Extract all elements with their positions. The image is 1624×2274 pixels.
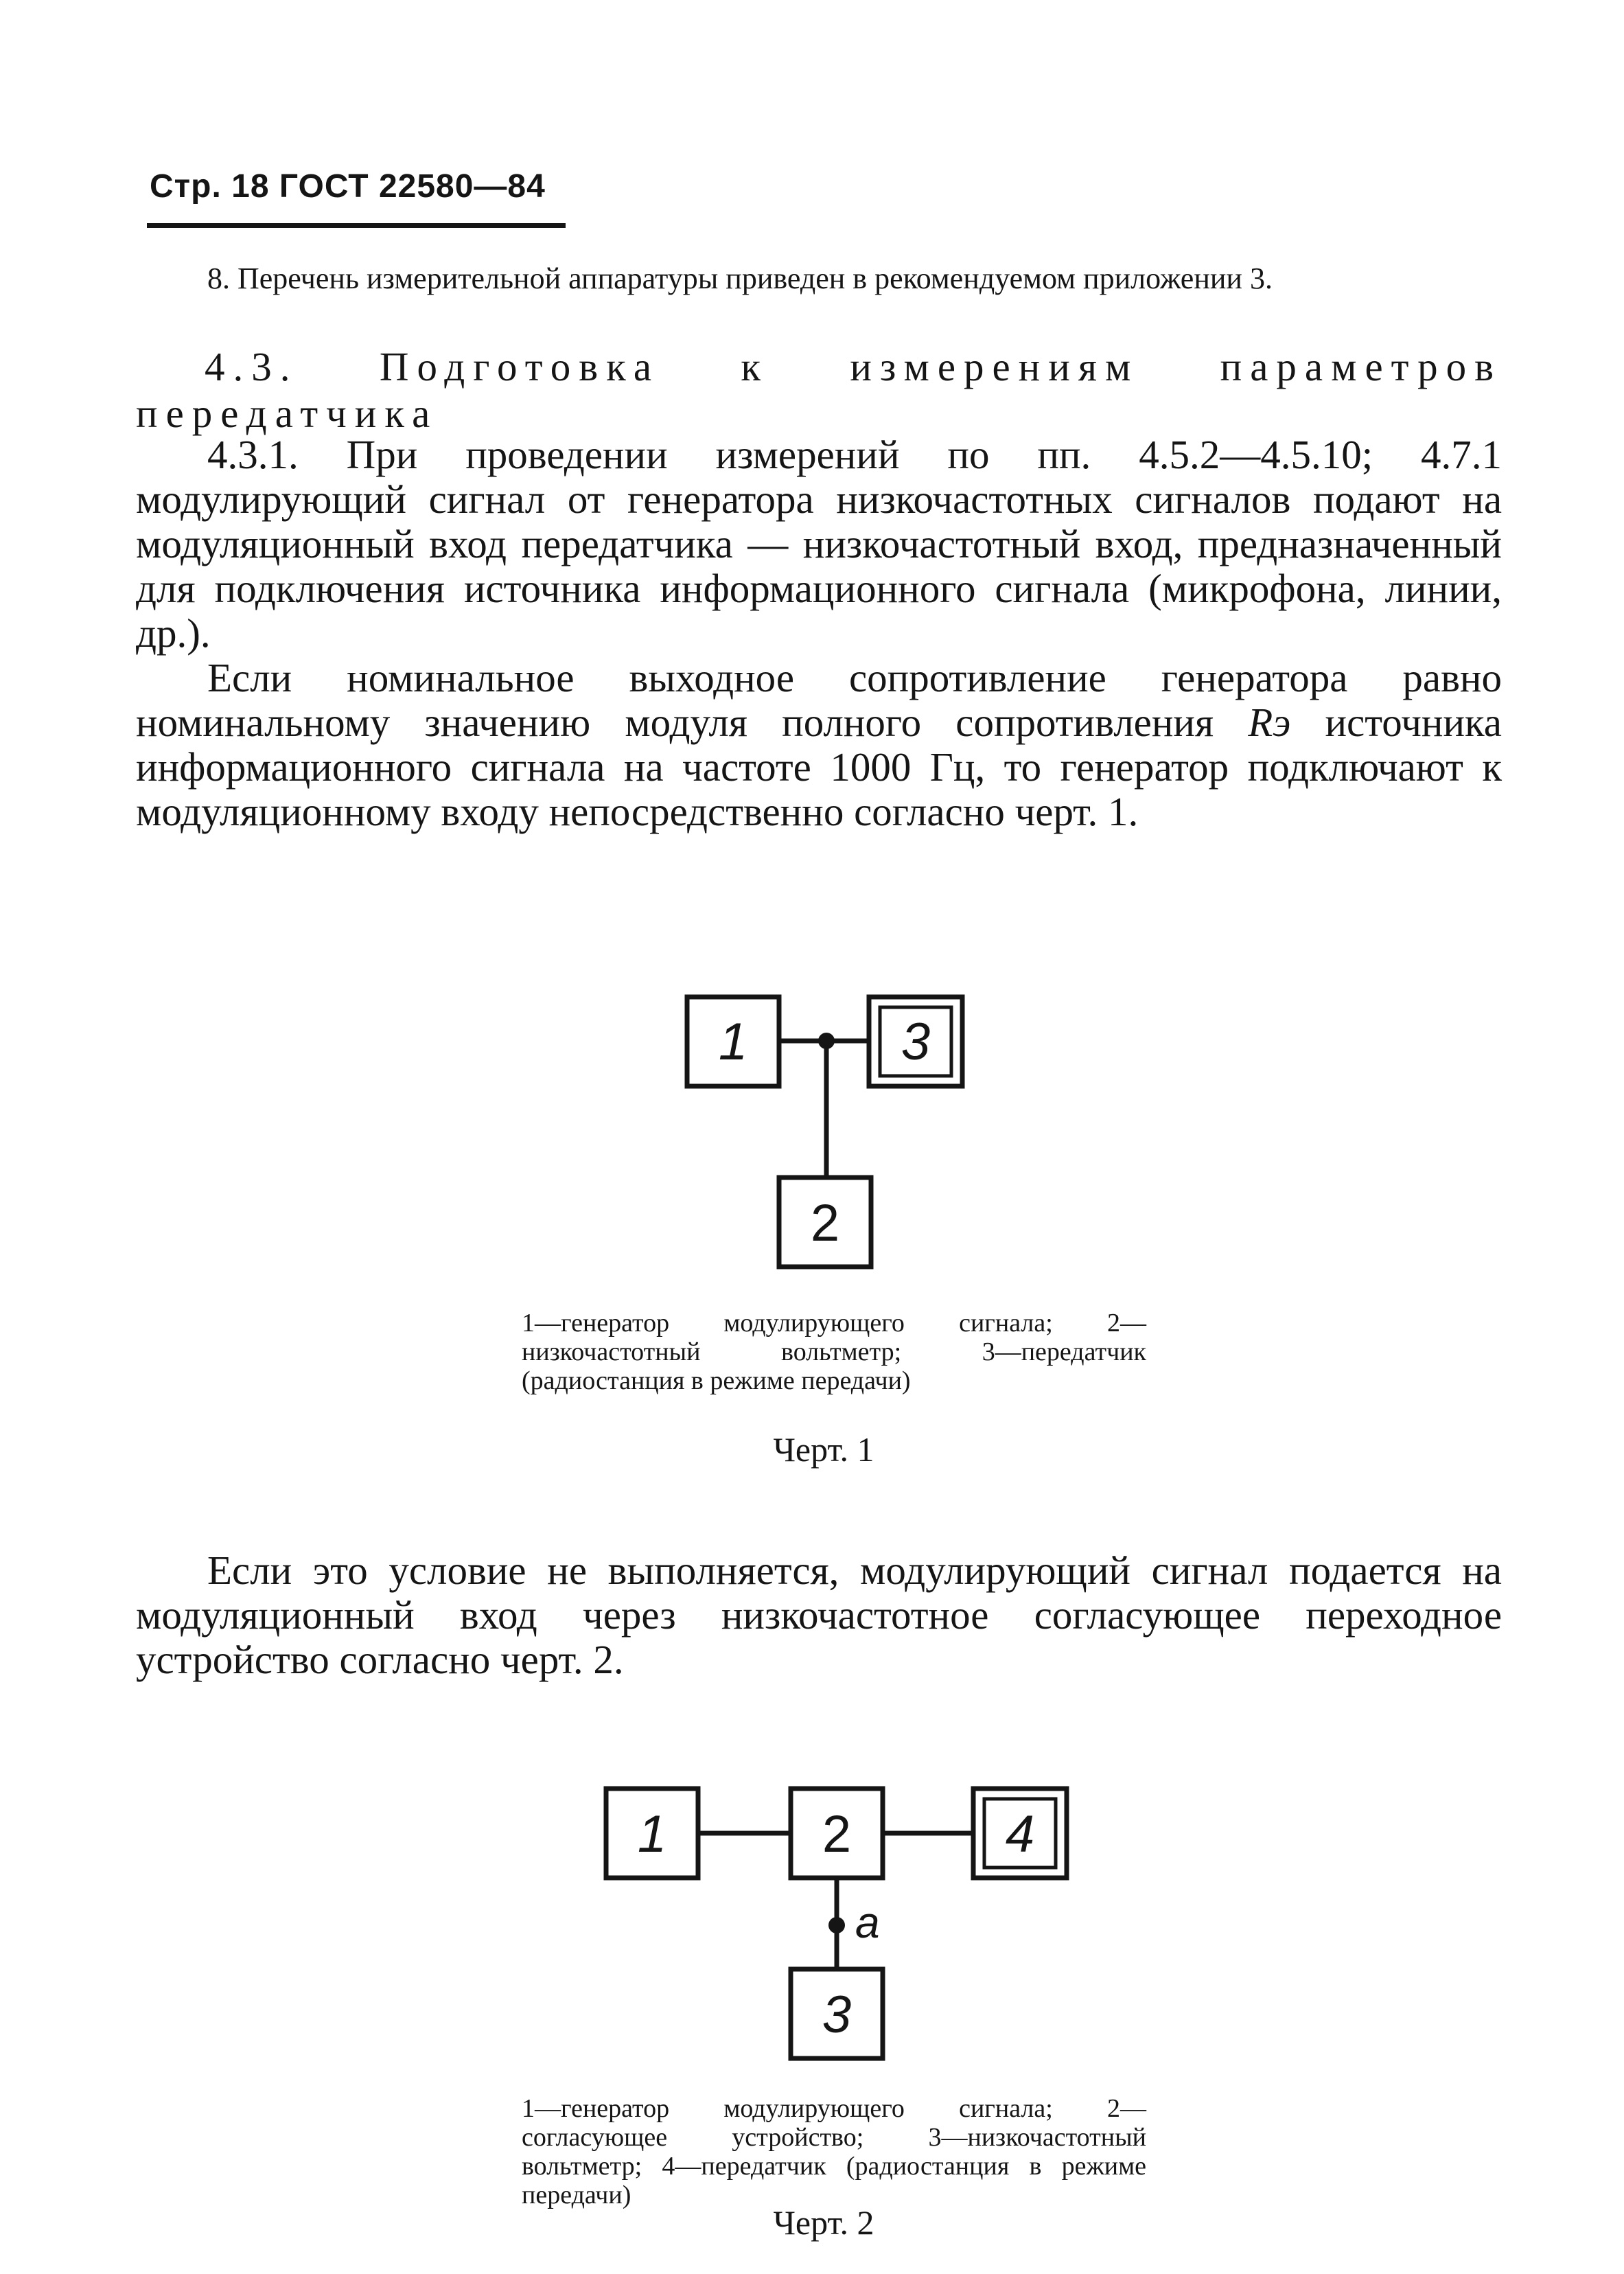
fig1-junction-node	[818, 1033, 835, 1049]
paragraph-condition-end: источника информационного сигнала на частоте 1000 Гц, то генератор подключают к модуляционному входу непосредственно согласно черт. 1.	[136, 700, 1502, 834]
figure-2-caption: 1—генератор модулирующего сигнала; 2—согласующее устройство; 3—низкочастотный вольтметр; 4—передатчик (радиостанция в режиме передачи)	[522, 2094, 1146, 2209]
fig2-label-3: 3	[822, 1986, 852, 2044]
fig1-label-1: 1	[718, 1013, 748, 1071]
impedance-symbol: Rэ	[1248, 700, 1291, 745]
fig1-label-2: 2	[810, 1194, 840, 1252]
fig2-label-4: 4	[1005, 1805, 1035, 1863]
fig2-node-a-label: a	[855, 1898, 880, 1947]
fig2-label-2: 2	[822, 1805, 852, 1863]
figure-1-label: Черт. 1	[773, 1430, 874, 1469]
fig1-label-3: 3	[901, 1013, 931, 1071]
standard-code: ГОСТ 22580—84	[279, 168, 546, 205]
paragraph-otherwise: Если это условие не выполняется, модулирующий сигнал подается на модуляционный вход через низкочастотное согласующее переходное устройство согласно черт. 2.	[136, 1548, 1502, 1682]
paragraph-4-3-1: 4.3.1. При проведении измерений по пп. 4.5.2—4.5.10; 4.7.1 модулирующий сигнал от генератора низкочастотных сигналов подают на модуляционный вход передатчика — низкочастотный вход, предназначенный для подключения источника информационного сигнала (микрофона, линии, др.).	[136, 432, 1502, 656]
page-label: Стр.	[150, 168, 222, 205]
fig2-label-1: 1	[637, 1805, 667, 1863]
section-title: 4.3. Подготовка к измерениям параметров передатчика	[136, 344, 1502, 436]
figure-1-caption: 1—генератор модулирующего сигнала; 2—низкочастотный вольтметр; 3—передатчик (радиостанция в режиме передачи)	[522, 1309, 1146, 1395]
page-number: 18	[231, 168, 270, 205]
paragraph-condition-start: Если номинальное выходное сопротивление генератора равно номинальному значению модуля полного сопротивления	[136, 655, 1502, 745]
note-paragraph: 8. Перечень измерительной аппаратуры приведен в рекомендуемом приложении 3.	[207, 262, 1273, 295]
figure-2-label: Черт. 2	[773, 2203, 874, 2242]
